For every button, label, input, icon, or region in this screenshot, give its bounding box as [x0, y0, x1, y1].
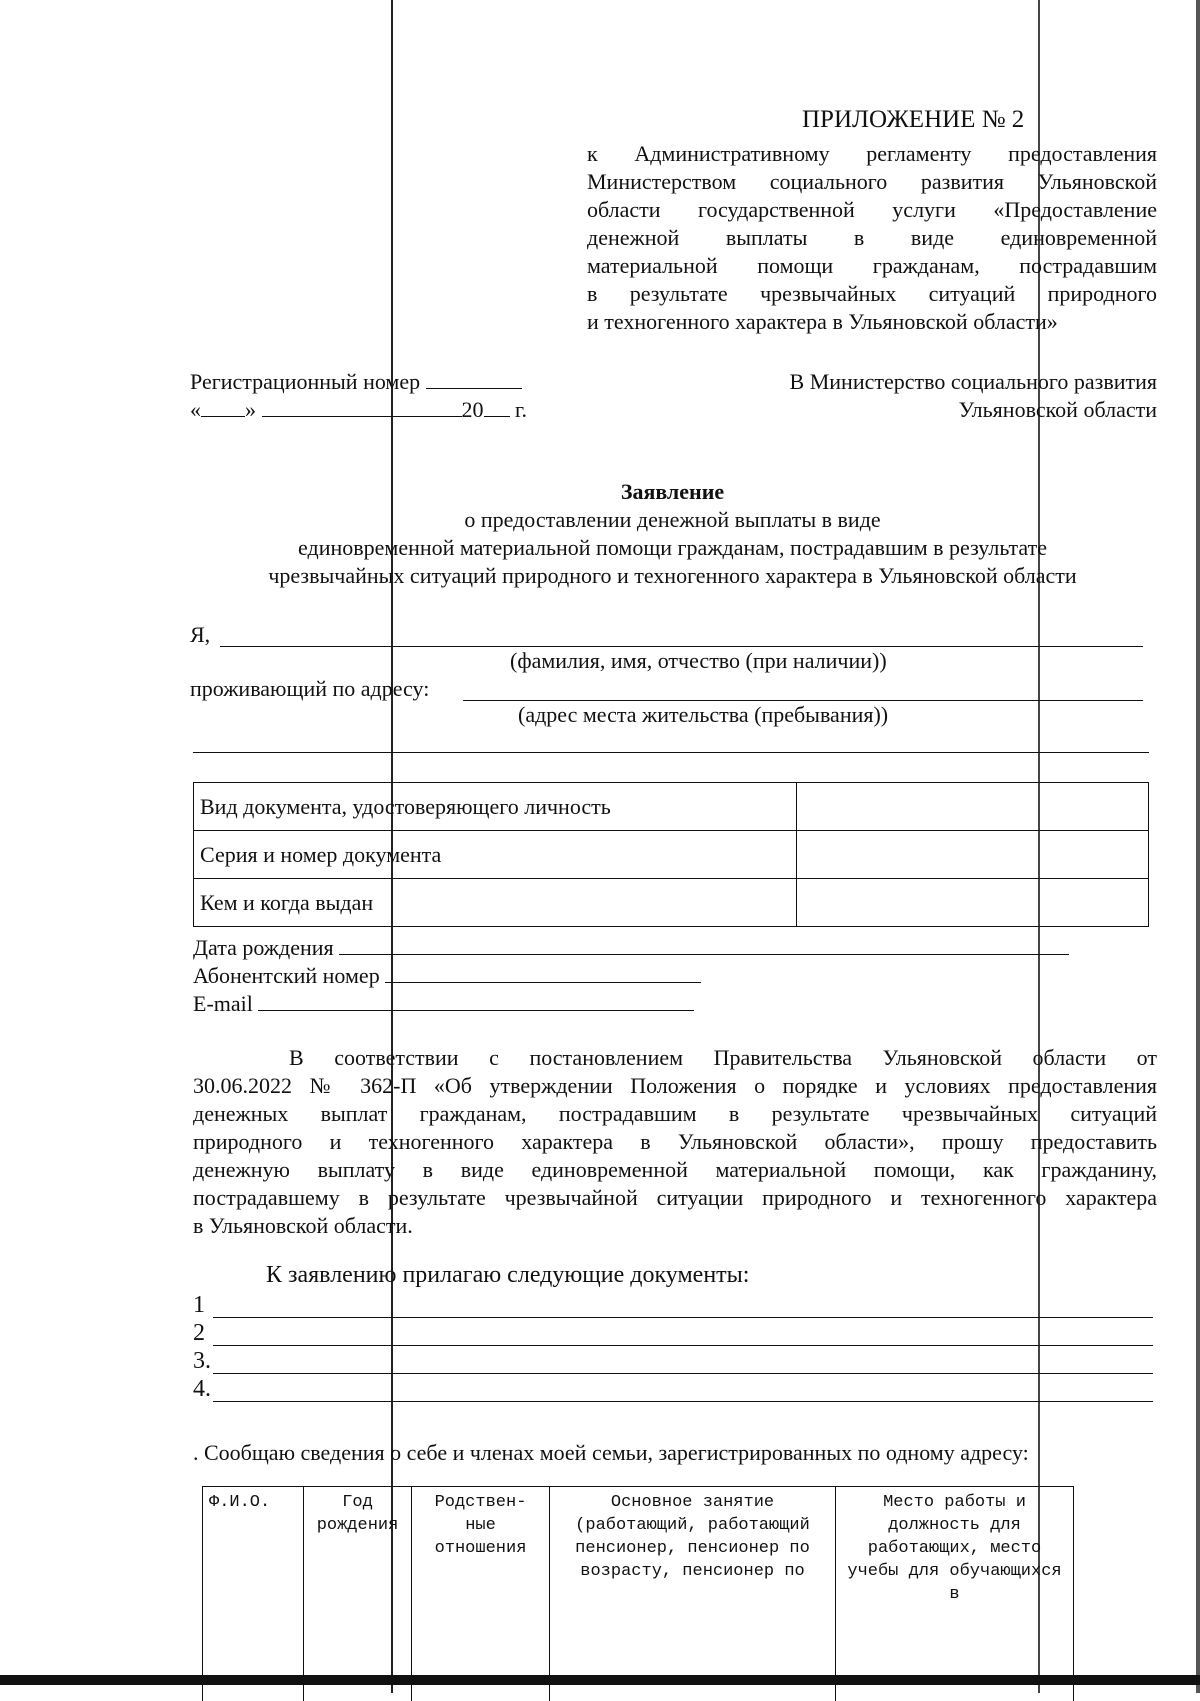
birth-date-row [193, 934, 1069, 961]
statement-subtitle-line: о предоставлении денежной выплаты в виде [190, 506, 1155, 534]
date-day-field[interactable] [201, 396, 245, 417]
registration-number-field[interactable] [426, 368, 522, 389]
attachment-line[interactable] [193, 1292, 1153, 1320]
table-row [194, 783, 1149, 831]
birth-date-field[interactable] [339, 934, 1069, 955]
id-row-value[interactable] [797, 831, 1149, 879]
email-field[interactable] [258, 990, 694, 1011]
date-year-suffix: г. [515, 397, 527, 422]
date-year-field[interactable] [484, 396, 510, 417]
date-month-field[interactable] [262, 396, 462, 417]
date-open-quote: « [190, 397, 201, 422]
appendix-line: в результате чрезвычайных ситуаций природного [587, 280, 1157, 308]
family-col-relation: Родствен- ные отношения [412, 1487, 550, 1701]
family-col-birth-year: Год рождения [304, 1487, 412, 1701]
attachment-number: 4. [193, 1376, 211, 1402]
birth-date-label: Дата рождения [193, 935, 334, 960]
attachments-intro: К заявлению прилагаю следующие документы: [266, 1262, 749, 1289]
registration-date-row [190, 396, 527, 423]
attachment-line[interactable] [193, 1320, 1153, 1348]
appendix-line: и техногенного характера в Ульяновской области» [587, 308, 1157, 336]
body-line: в Ульяновской области. [193, 1212, 1157, 1240]
id-row-label: Вид документа, удостоверяющего личность [194, 783, 797, 831]
appendix-title: ПРИЛОЖЕНИЕ № 2 [802, 106, 1024, 134]
attachment-line[interactable] [193, 1348, 1153, 1376]
addressee-line: В Министерство социального развития [600, 368, 1157, 396]
applicant-address-field-2[interactable] [193, 752, 1149, 753]
phone-field[interactable] [385, 962, 701, 983]
id-row-label: Серия и номер документа [194, 831, 797, 879]
family-col-occupation: Основное занятие (работающий, работающий пенсионер, пенсионер по возрасту, пенсионер по [550, 1487, 836, 1701]
phone-row [193, 962, 701, 989]
phone-label: Абонентский номер [193, 963, 380, 988]
id-row-value[interactable] [797, 783, 1149, 831]
applicant-address-field[interactable] [463, 700, 1143, 701]
registration-number-row [190, 368, 522, 395]
registration-number-label: Регистрационный номер [190, 369, 420, 394]
appendix-block [587, 140, 1157, 336]
id-document-table [193, 782, 1149, 927]
statement-title: Заявление [190, 478, 1155, 506]
appendix-line: Министерством социального развития Ульяновской [587, 168, 1157, 196]
body-line: В соответствии с постановлением Правительства Ульяновской области от [193, 1044, 1157, 1072]
statement-subtitle-line: единовременной материальной помощи гражданам, пострадавшим в результате [190, 534, 1155, 562]
date-year-prefix: 20 [462, 397, 484, 422]
statement-subtitle-line: чрезвычайных ситуаций природного и техногенного характера в Ульяновской области [190, 562, 1155, 590]
body-line: денежных выплат гражданам, пострадавшим в результате чрезвычайных ситуаций [193, 1100, 1157, 1128]
id-row-value[interactable] [797, 879, 1149, 927]
appendix-line: к Административному регламенту предоставления [587, 140, 1157, 168]
table-row [203, 1487, 1074, 1701]
body-paragraph [193, 1044, 1157, 1240]
applicant-name-field[interactable] [220, 646, 1143, 647]
scan-edge-right [1196, 0, 1200, 1693]
attachment-number: 1 [193, 1292, 205, 1318]
attachment-line[interactable] [193, 1376, 1153, 1404]
attachment-number: 2 [193, 1320, 205, 1346]
addressee-line: Ульяновской области [600, 396, 1157, 424]
family-col-workplace: Место работы и должность для работающих, место учебы для обучающихся в [836, 1487, 1074, 1701]
appendix-line: области государственной услуги «Предоставление [587, 196, 1157, 224]
body-line: природного и техногенного характера в Ульяновской области», прошу предоставить [193, 1128, 1157, 1156]
id-row-label: Кем и когда выдан [194, 879, 797, 927]
applicant-name-label: Я, [190, 622, 210, 648]
attachment-number: 3. [193, 1348, 211, 1374]
table-row [194, 831, 1149, 879]
appendix-line: денежной выплаты в виде единовременной [587, 224, 1157, 252]
family-table [202, 1486, 1074, 1701]
body-line: 30.06.2022 № 362-П «Об утверждении Положения о порядке и условиях предоставления [193, 1072, 1157, 1100]
addressee-block [600, 368, 1157, 424]
email-label: E-mail [193, 991, 253, 1016]
body-line: пострадавшему в результате чрезвычайной ситуации природного и техногенного характера [193, 1184, 1157, 1212]
table-row [194, 879, 1149, 927]
applicant-address-label: проживающий по адресу: [190, 676, 429, 702]
appendix-line: материальной помощи гражданам, пострадавшим [587, 252, 1157, 280]
date-close-quote: » [245, 397, 256, 422]
body-line: денежную выплату в виде единовременной материальной помощи, как гражданину, [193, 1156, 1157, 1184]
family-col-name: Ф.И.О. [203, 1487, 304, 1701]
applicant-name-hint: (фамилия, имя, отчество (при наличии)) [510, 648, 887, 674]
family-intro: . Сообщаю сведения о себе и членах моей семьи, зарегистрированных по одному адресу: [193, 1440, 1029, 1466]
statement-heading [190, 478, 1155, 590]
applicant-address-hint: (адрес места жительства (пребывания)) [518, 702, 888, 728]
email-row [193, 990, 694, 1017]
